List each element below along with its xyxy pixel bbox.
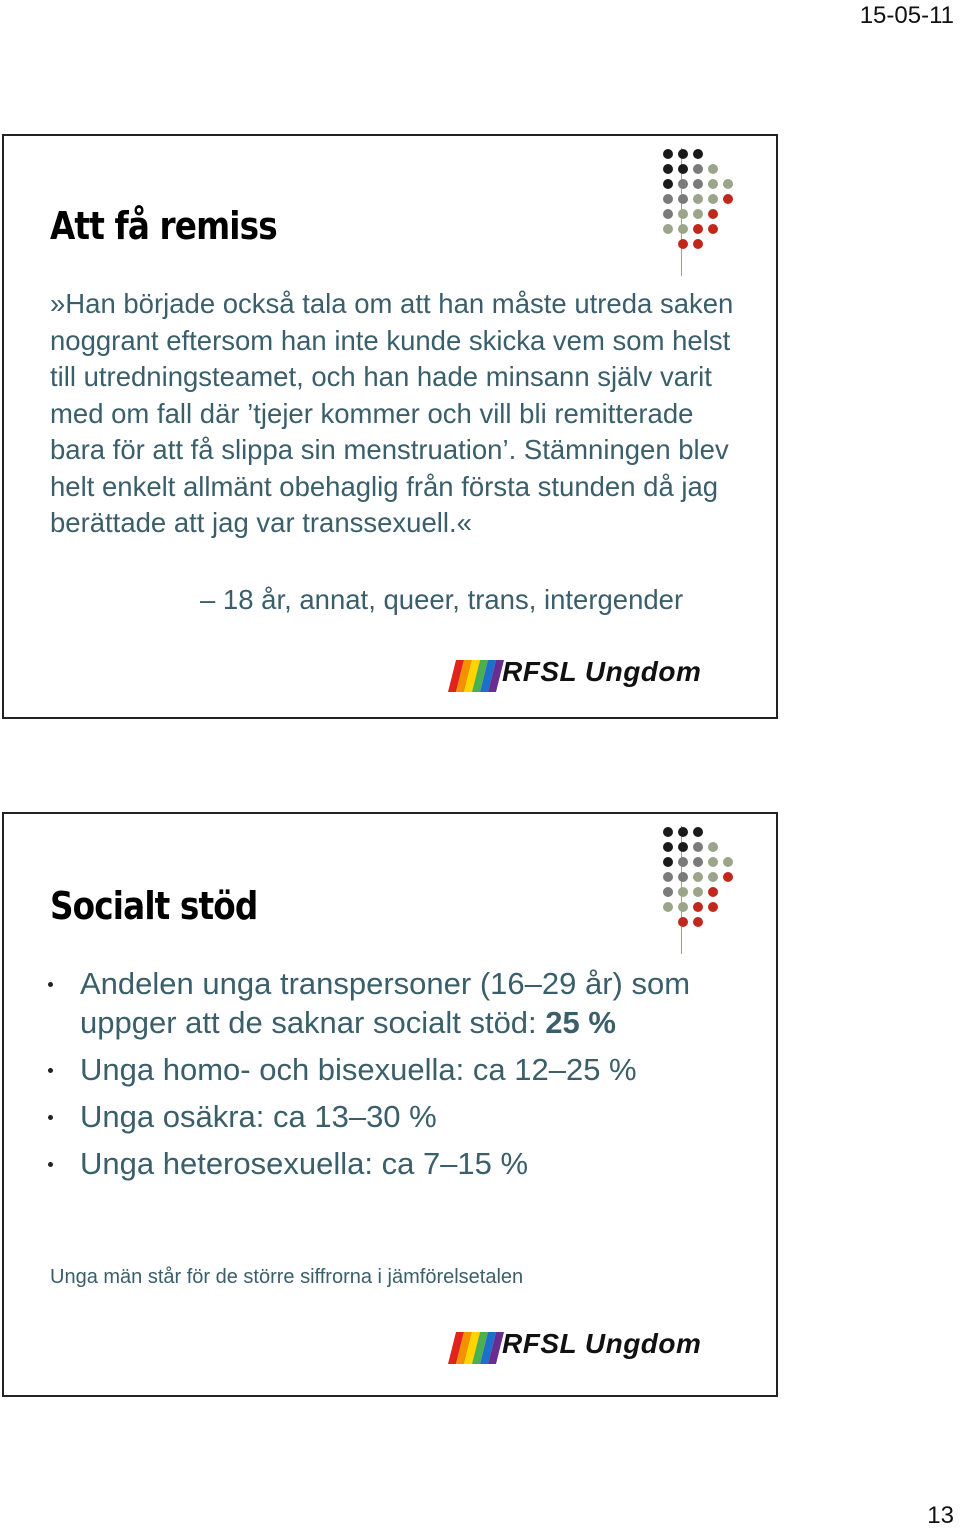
rainbow-flag-icon xyxy=(444,654,504,696)
list-item: Andelen unga transpersoner (16–29 år) som uppger att de saknar socialt stöd: 25 % xyxy=(44,964,744,1042)
decorative-dot xyxy=(678,149,688,159)
bullet-dot xyxy=(48,982,53,987)
header-date: 15-05-11 xyxy=(859,2,954,29)
logo-text: RFSL Ungdom xyxy=(502,656,702,687)
decorative-dot xyxy=(678,179,688,189)
decorative-dot xyxy=(663,827,673,837)
decorative-dot xyxy=(693,209,703,219)
decorative-dot xyxy=(678,194,688,204)
slide-socialt-stod xyxy=(2,812,778,1397)
decorative-dot xyxy=(723,857,733,867)
decorative-dot xyxy=(708,194,718,204)
decorative-dot xyxy=(663,842,673,852)
decorative-dot xyxy=(663,872,673,882)
decorative-dot xyxy=(708,887,718,897)
decorative-dot xyxy=(723,179,733,189)
decorative-dot xyxy=(693,827,703,837)
rainbow-flag-icon xyxy=(444,1326,504,1368)
footnote: Unga män står för de större siffrorna i jämförelsetalen xyxy=(50,1266,524,1288)
decorative-dot xyxy=(663,164,673,174)
decorative-dot xyxy=(693,194,703,204)
bullet-dot xyxy=(48,1115,53,1120)
decorative-dot xyxy=(663,179,673,189)
decorative-dot xyxy=(678,902,688,912)
list-item: Unga heterosexuella: ca 7–15 % xyxy=(44,1144,744,1183)
decorative-dot xyxy=(708,164,718,174)
decorative-dot xyxy=(693,887,703,897)
decorative-dot xyxy=(693,239,703,249)
slide-att-fa-remiss xyxy=(2,134,778,719)
decorative-dot xyxy=(693,917,703,927)
decorative-dot xyxy=(693,872,703,882)
rfsl-ungdom-logo xyxy=(444,1326,734,1368)
decorative-dot xyxy=(723,194,733,204)
quote-text: »Han började också tala om att han måste utreda saken noggrant eftersom han inte kunde skicka vem som helst till utredningsteamet, och han hade minsann själv varit med om fall där ’tjejer kommer och vill bli remitterade bara för att få slippa sin menstruation’. Stämningen blev helt enkelt allmänt obehaglig från första stunden då jag berättade att jag var transsexuell.« xyxy=(50,288,734,538)
decorative-dot xyxy=(678,842,688,852)
decorative-dot xyxy=(663,194,673,204)
bullet-list xyxy=(44,964,744,1191)
decorative-dot xyxy=(663,902,673,912)
decorative-dot xyxy=(693,224,703,234)
decorative-dot xyxy=(663,887,673,897)
list-item: Unga osäkra: ca 13–30 % xyxy=(44,1097,744,1136)
decorative-dot xyxy=(678,239,688,249)
dot-grid-icon xyxy=(658,826,758,946)
decorative-dot xyxy=(663,224,673,234)
bullet-dot xyxy=(48,1068,53,1073)
decorative-dot xyxy=(708,902,718,912)
decorative-dot xyxy=(663,149,673,159)
decorative-dot xyxy=(693,179,703,189)
decorative-dot xyxy=(708,872,718,882)
page-number: 13 xyxy=(927,1502,954,1529)
dot-grid-icon xyxy=(658,148,758,268)
logo-text: RFSL Ungdom xyxy=(502,1328,702,1359)
decorative-dot xyxy=(678,857,688,867)
decorative-dot xyxy=(678,917,688,927)
decorative-dot xyxy=(663,209,673,219)
bullet-dot xyxy=(48,1162,53,1167)
decorative-dot xyxy=(693,149,703,159)
decorative-dot xyxy=(693,902,703,912)
decorative-dot xyxy=(708,842,718,852)
decorative-dot xyxy=(678,164,688,174)
decorative-dot xyxy=(708,224,718,234)
decorative-dot xyxy=(678,872,688,882)
decorative-dot xyxy=(693,842,703,852)
quote-attribution: – 18 år, annat, queer, trans, intergender xyxy=(200,584,684,615)
decorative-dot xyxy=(708,857,718,867)
decorative-dot xyxy=(693,164,703,174)
slide-title: Att få remiss xyxy=(50,204,277,248)
decorative-dot xyxy=(678,224,688,234)
decorative-dot xyxy=(708,179,718,189)
rfsl-ungdom-logo xyxy=(444,654,734,696)
decorative-dot xyxy=(678,827,688,837)
list-item: Unga homo- och bisexuella: ca 12–25 % xyxy=(44,1050,744,1089)
decorative-dot xyxy=(693,857,703,867)
decorative-dot xyxy=(678,887,688,897)
decorative-dot xyxy=(708,209,718,219)
decorative-dot xyxy=(663,857,673,867)
decorative-dot xyxy=(723,872,733,882)
decorative-dot xyxy=(678,209,688,219)
slide-title: Socialt stöd xyxy=(50,884,258,928)
